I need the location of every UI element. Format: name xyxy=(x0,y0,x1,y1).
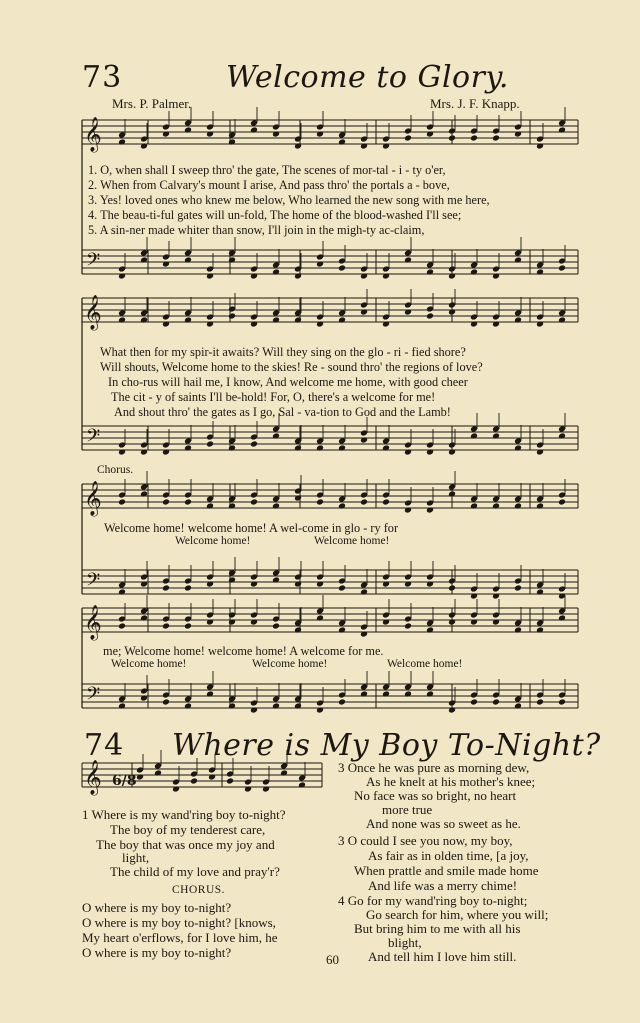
note-head xyxy=(162,623,170,630)
note-head xyxy=(404,135,412,142)
note-head xyxy=(338,265,346,272)
chorus-line: O where is my boy to-night? xyxy=(82,945,232,960)
note-head xyxy=(470,135,478,142)
clef-symbol: 𝄢 xyxy=(86,684,101,709)
verse-line: 3. Yes! loved ones who knew me below, Who learned the new song with me here, xyxy=(88,193,490,207)
hymn-title: Welcome to Glory. xyxy=(226,60,509,95)
note-head xyxy=(250,499,258,506)
chorus-line: O where is my boy to-night? xyxy=(82,900,232,915)
composer: Mrs. J. F. Knapp. xyxy=(430,96,520,111)
clef-symbol: 𝄞 xyxy=(84,605,102,640)
clef-symbol: 𝄞 xyxy=(84,760,102,795)
verse-line: And tell him I love him still. xyxy=(368,949,517,964)
note-head xyxy=(492,699,500,706)
verse-line: The child of my love and pray'r? xyxy=(110,864,280,879)
verse-line: And none was so sweet as he. xyxy=(366,816,521,831)
note-head xyxy=(338,585,346,592)
time-signature: 6/8 xyxy=(112,773,137,789)
clef-symbol: 𝄢 xyxy=(86,570,101,595)
verse-line: The boy that was once my joy and xyxy=(96,837,275,852)
note-head xyxy=(536,699,544,706)
verse-line: As fair as in olden time, [a joy, xyxy=(368,848,529,863)
clef-symbol: 𝄞 xyxy=(84,295,102,330)
note-head xyxy=(184,585,192,592)
note-head xyxy=(558,499,566,506)
verse-line: 1. O, when shall I sweep thro' the gate, The scenes of mor-tal - i - ty o'er, xyxy=(88,163,446,177)
chorus-echo: Welcome home! xyxy=(252,658,328,670)
note-head xyxy=(190,778,198,785)
note-head xyxy=(184,499,192,506)
note-head xyxy=(558,699,566,706)
verse-line: What then for my spir-it awaits? Will they sing on the glo - ri - fied shore? xyxy=(100,345,466,359)
note-head xyxy=(514,585,522,592)
verse-line: And life was a merry chime! xyxy=(368,878,518,893)
chorus-line: Welcome home! welcome home! A wel-come in glo - ry for xyxy=(104,521,399,535)
verse-line: No face was so bright, no heart xyxy=(354,788,517,803)
note-head xyxy=(272,623,280,630)
note-head xyxy=(558,265,566,272)
chorus-echo: Welcome home! xyxy=(175,535,251,547)
lyricist: Mrs. P. Palmer. xyxy=(112,96,192,111)
note-head xyxy=(162,585,170,592)
chorus-label: CHORUS. xyxy=(172,884,226,896)
clef-symbol: 𝄢 xyxy=(86,426,101,451)
hymn-number: 73 xyxy=(82,60,123,95)
note-head xyxy=(448,585,456,592)
note-head xyxy=(206,441,214,448)
verse-line: When prattle and smile made home xyxy=(354,863,539,878)
chorus-line: me; Welcome home! welcome home! A welcome for me. xyxy=(103,644,384,658)
note-head xyxy=(426,313,434,320)
note-head xyxy=(470,699,478,706)
verse-line: The cit - y of saints I'll be-hold! For, O, there's a welcome for me! xyxy=(111,390,436,404)
chorus-line: O where is my boy to-night? [knows, xyxy=(82,915,276,930)
verse-line: more true xyxy=(382,802,433,817)
note-head xyxy=(250,441,258,448)
note-head xyxy=(382,499,390,506)
chorus-echo: Welcome home! xyxy=(314,535,390,547)
note-head xyxy=(118,623,126,630)
verse-line: In cho-rus will hail me, I know, And welcome me home, with good cheer xyxy=(108,375,468,389)
chorus-label: Chorus. xyxy=(97,464,134,476)
verse-line: But bring him to me with all his xyxy=(354,921,521,936)
clef-symbol: 𝄞 xyxy=(84,117,102,152)
clef-symbol: 𝄢 xyxy=(86,250,101,275)
note-head xyxy=(184,623,192,630)
chorus-echo: Welcome home! xyxy=(111,658,187,670)
note-head xyxy=(118,499,126,506)
clef-symbol: 𝄞 xyxy=(84,481,102,516)
verse-line: 1 Where is my wand'ring boy to-night? xyxy=(82,807,286,822)
note-head xyxy=(338,699,346,706)
chorus-echo: Welcome home! xyxy=(387,658,463,670)
hymn-number: 74 xyxy=(84,728,125,763)
verse-line: 4. The beau-ti-ful gates will un-fold, The home of the blood-washed I'll see; xyxy=(88,208,462,222)
verse-line: 2. When from Calvary's mount I arise, And pass thro' the portals a - bove, xyxy=(88,178,450,192)
note-head xyxy=(404,623,412,630)
verse-line: Will shouts, Welcome home to the skies! Re - sound thro' the regions of love? xyxy=(100,360,483,374)
verse-line: Go search for him, where you will; xyxy=(366,907,549,922)
verse-line: 3 Once he was pure as morning dew, xyxy=(338,760,530,775)
verse-line: light, xyxy=(122,850,150,865)
page-number: 60 xyxy=(326,952,339,967)
verse-line: As he knelt at his mother's knee; xyxy=(366,774,536,789)
note-head xyxy=(492,135,500,142)
hymn-title: Where is My Boy To-Night? xyxy=(172,728,601,763)
note-head xyxy=(316,499,324,506)
verse-line: blight, xyxy=(388,935,422,950)
note-head xyxy=(228,313,236,320)
verse-line: 5. A sin-ner made whiter than snow, I'll join in the migh-ty ac-claim, xyxy=(88,223,425,237)
note-head xyxy=(448,135,456,142)
verse-line: 4 Go for my wand'ring boy to-night; xyxy=(338,893,528,908)
note-head xyxy=(226,778,234,785)
note-head xyxy=(162,699,170,706)
verse-line: The boy of my tenderest care, xyxy=(110,822,266,837)
verse-line: 3 O could I see you now, my boy, xyxy=(338,833,513,848)
verse-line: And shout thro' the gates as I go, Sal - va-tion to God and the Lamb! xyxy=(114,405,451,419)
note-head xyxy=(162,499,170,506)
note-head xyxy=(360,499,368,506)
chorus-line: My heart o'erflows, for I love him, he xyxy=(82,930,278,945)
